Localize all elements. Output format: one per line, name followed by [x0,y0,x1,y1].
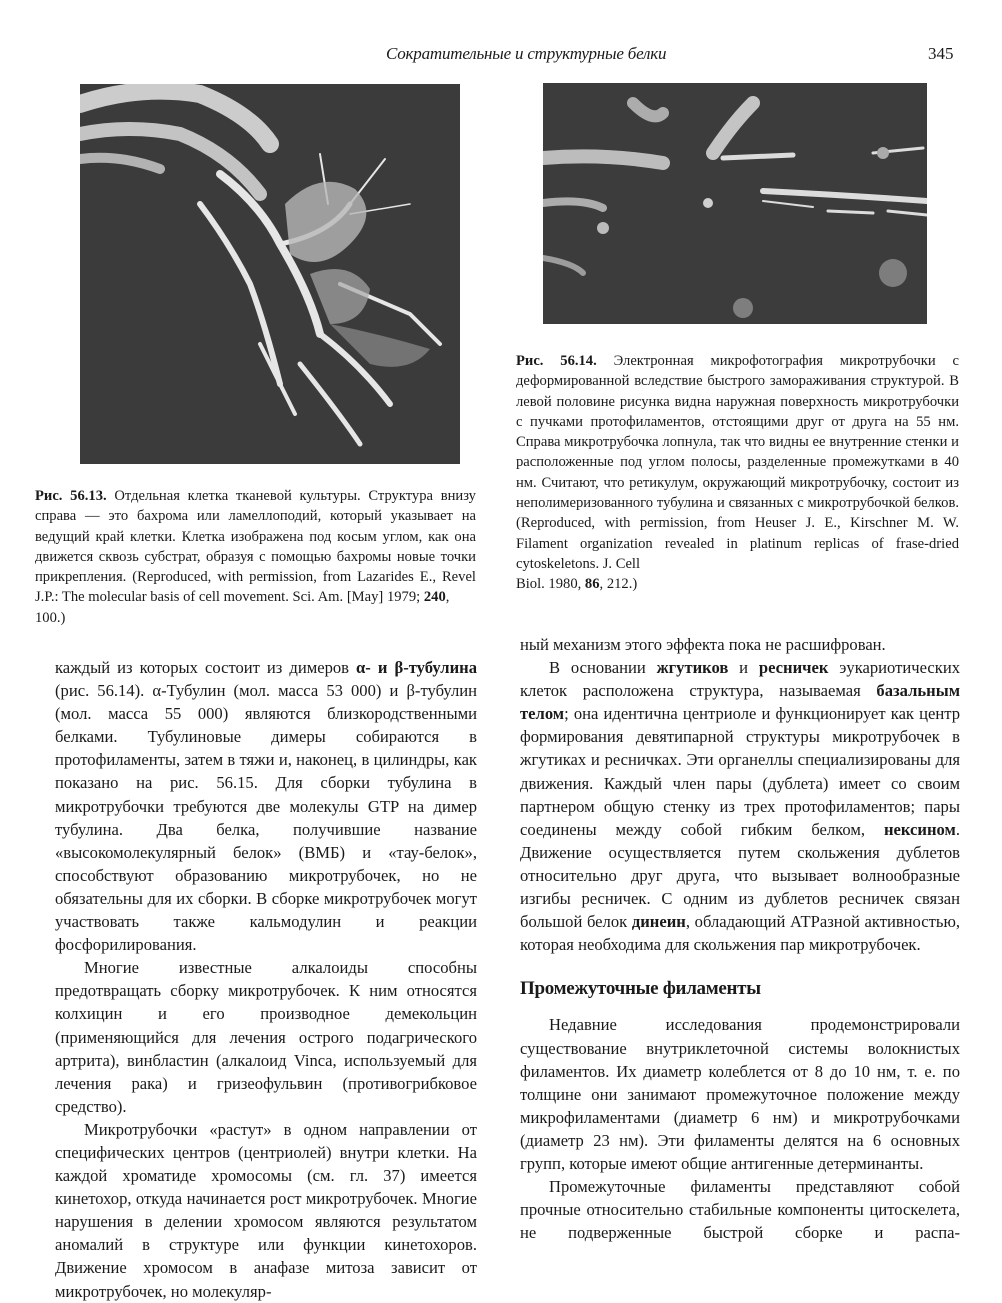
running-header [0,44,1002,68]
micrograph-cell-icon [80,84,460,464]
figure-label: Рис. 56.13. [35,488,107,504]
paragraph: Многие известные алкалоиды способны предотвращать сборку микротрубочек. К ним относятся колхицин и его производное демекольцин (применяющийся для лечения острого подагрического артрита), винбластин (алкалоид Vinca, используемый для лечения рака) и гризеофульвин (противогрибковое средство). [55,958,477,1116]
paragraph: ный механизм этого эффекта пока не расшифрован. [520,635,886,654]
term: динеин [631,912,686,932]
micrograph-microtubule-icon [543,83,927,324]
term: жгутиков [656,658,729,678]
paragraph: Микротрубочки «растут» в одном направлении от специфических центров (центриолей) внутри клетки. На каждой хроматиде хромосомы (см. гл. 37) имеется кинетохор, откуда начинается рост микротрубочек. Многие нарушения в делении хромосом являются результатом аномалий в структуре или функции кинетохоров. Движение хромосом в анафазе митоза зависит от микротрубочек, но молекуляр- [55,1119,477,1301]
caption-text: Отдельная клетка тканевой культуры. Структура внизу справа — это бахрома или ламеллоподий, который указывает на ведущий край клетки. Клетка изображена под косым углом, как она движется сквозь субстрат, образуя с помощью бахромы новые точки прикрепления. (Reproduced, with permission, from Lazarides E., Revel J.P.: The molecular basis of cell movement. Sci. Am. [May] 1979; [35,488,476,606]
paragraph: Промежуточные филаменты представляют собой прочные относительно стабильные компоненты цитоскелета, не подверженные быстрой сборке и распа- [520,1177,960,1243]
caption-tail: 100.) [35,609,66,626]
paragraph: Недавние исследования продемонстрировали существование внутриклеточной системы волокнистых филаментов. Их диаметр колеблется от 8 до 10 нм, т. е. по толщине они занимают промежуточное положение между микрофиламентами (диаметр 6 нм) и микротрубочками (диаметр 23 нм). Эти филаменты делятся на 6 основных групп, которые имеют общие антигенные детерминанты. [520,1015,960,1173]
figure-56-13-image [80,84,460,464]
term: базальным телом [520,681,960,724]
term: α- и β-тубулина [356,658,478,677]
right-column [520,633,960,1244]
figure-56-14-caption [516,351,959,595]
caption-tail: Biol. 1980, 86, 212.) [516,576,638,593]
term: ресничек [758,658,829,678]
caption-volume: 86 [584,576,600,593]
running-title: Сократительные и структурные белки [386,44,667,63]
figure-56-14-image [543,83,927,324]
left-column [55,656,477,1303]
paragraph: В основании жгутиков и ресничек эукариотических клеток расположена структура, называемая базальным телом; она идентична центриоле и функционирует как центр формирования девятипарной структуры микротрубочек в жгутиках и ресничках. Эти органеллы специализированы для движения. Каждый член пары (дублета) имеет со своим партнером общую стенку из трех протофиламентов; пары соединены между собой гибким белком, нексином. Движение осуществляется путем скольжения дублетов относительно друг друга, что вызывает волнообразные изгибы ресничек. С одним из дублетов ресничек связан большой белок динеин, обладающий АТРазной активностью, которая необходима для скольжения пар микротрубочек. [520,658,961,955]
section-heading: Промежуточные филаменты [520,978,761,1000]
term: нексином [883,819,956,839]
figure-56-13-caption: Рис. 56.13. Отдельная клетка тканевой культуры. Структура внизу справа — это бахрома или ламеллоподий, который указывает на ведущий край клетки. Клетка изображена под косым углом, как она движется сквозь субстрат, образуя с помощью бахромы новые точки прикрепления. (Reproduced, with permission, from Lazarides E., Revel J.P.: The molecular basis of cell movement. Sci. Am. [May] 1979; 240, 100.) [35,486,476,628]
figure-label: Рис. 56.14. [516,353,597,369]
page-number: 345 [928,44,954,63]
paragraph: каждый из которых состоит из димеров α- и β-тубулина (рис. 56.14). α-Тубулин (мол. масса 53 000) и β-тубулин (мол. масса 55 000) являются близкородственными белками. Тубулиновые димеры собираются в протофиламенты, затем в тяжи и, наконец, в цилиндры, как показано на рис. 56.15. Для сборки тубулина в микротрубочки требуются две молекулы GTP на димер тубулина. Два белка, получившие название «высокомолекулярный белок» (ВМБ) и «тау-белок», способствуют образованию микротрубочек, но не обязательны для их сборки. В сборке микротрубочек могут участвовать также кальмодулин и реакции фосфорилирования. [55,658,478,955]
caption-volume: 240 [423,589,446,606]
caption-text: Электронная микрофотография микротрубочки с деформированной вследствие быстрого замораживания структурой. В левой половине рисунка видна наружная поверхность микротрубочки с пучками протофиламентов, отстоящими друг от друга на 55 нм. Справа микротрубочка лопнула, так что видны ее внутренние стенки и расположенные под углом полосы, разделенные промежутками в 40 нм. Считают, что ретикулум, окружающий микротрубочку, состоит из неполимеризованного тубулина и связанных с микротрубочкой белков. (Reproduced, with permission, from Heuser J. E., Kirschner M. W. Filament organization revealed in platinum replicas of frase-dried cytoskeletons. J. Cell [516,353,959,572]
